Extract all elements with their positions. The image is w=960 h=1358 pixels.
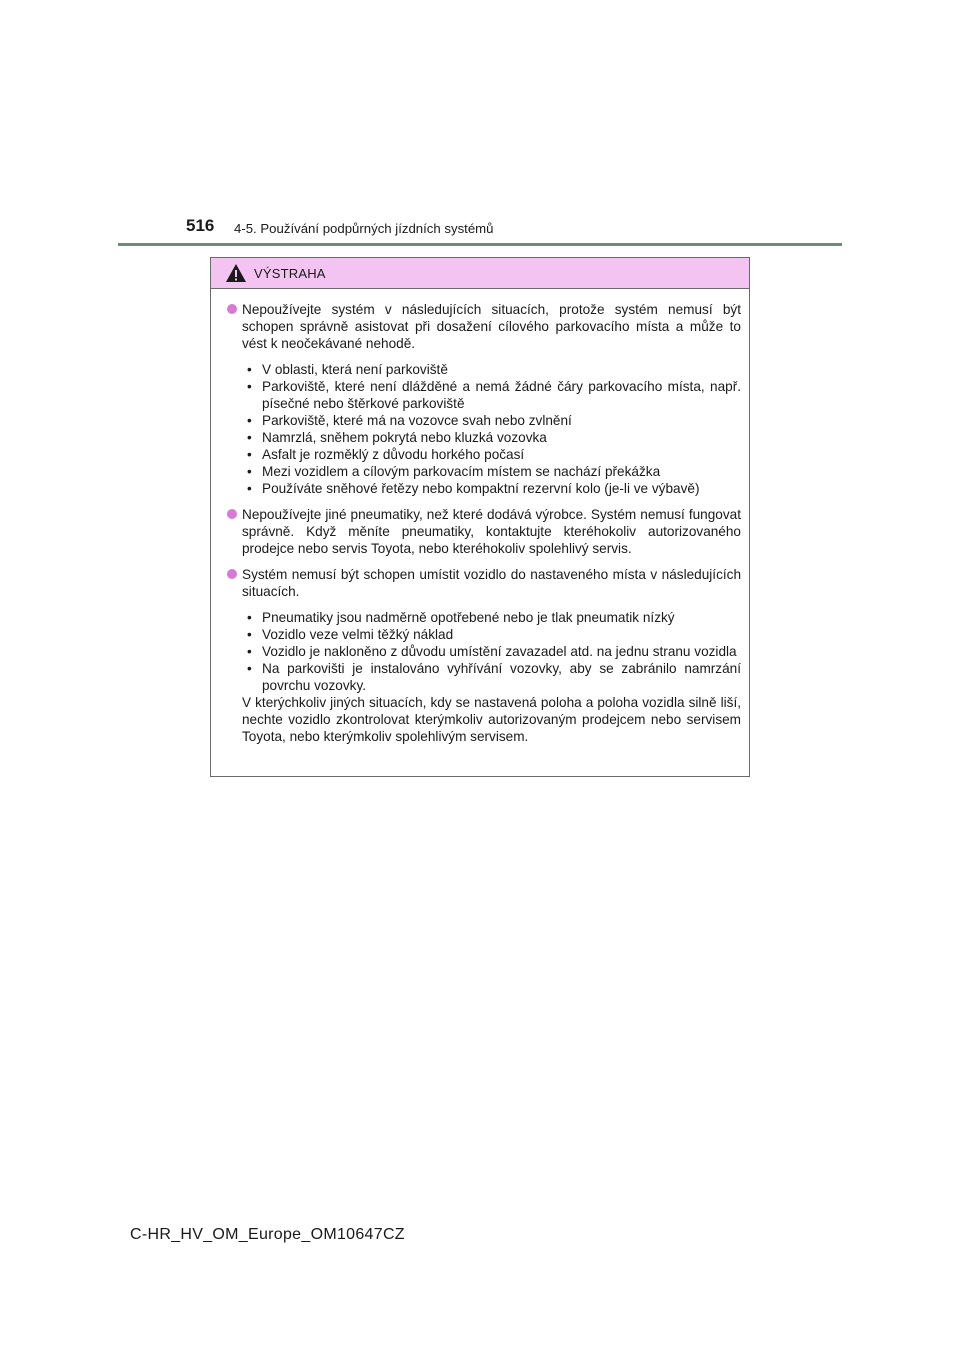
paragraph-text: Nepoužívejte jiné pneumatiky, než které dodává výrobce. Systém nemusí fungovat správně. Když měníte pneumatiky, kontaktujte kteréhokoliv autorizovaného prodejce nebo servis Toyota, nebo kteréhokoliv spolehlivý servis. <box>242 507 741 556</box>
page-number: 516 <box>186 216 215 235</box>
list-item: • Vozidlo je nakloněno z důvodu umístění zavazadel atd. na jednu stranu vozidla <box>247 643 741 660</box>
paragraph-text: Systém nemusí být schopen umístit vozidlo do nastaveného místa v následujících situacích. <box>242 567 741 599</box>
section-title: 4-5. Používání podpůrných jízdních systémů <box>234 221 494 236</box>
bullet-dot-icon <box>227 304 237 314</box>
list-item: • V oblasti, která není parkoviště <box>247 361 741 378</box>
warning-paragraph <box>227 301 741 352</box>
header-rule <box>118 243 842 246</box>
list-item: • Mezi vozidlem a cílovým parkovacím místem se nachází překážka <box>247 463 741 480</box>
bullet-dot-icon <box>227 509 237 519</box>
list-item: • Namrzlá, sněhem pokrytá nebo kluzká vozovka <box>247 429 741 446</box>
list-item: • Pneumatiky jsou nadměrně opotřebené nebo je tlak pneumatik nízký <box>247 609 741 626</box>
list-item: • Parkoviště, které má na vozovce svah nebo zvlnění <box>247 412 741 429</box>
bullet-dot-icon <box>227 569 237 579</box>
paragraph-text: Nepoužívejte systém v následujících situacích, protože systém nemusí být schopen správně asistovat při dosažení cílového parkovacího místa a může to vést k neočekávané nehodě. <box>242 302 741 351</box>
list-item: • Parkoviště, které není dlážděné a nemá žádné čáry parkovacího místa, např. písečné nebo štěrkové parkoviště <box>247 378 741 412</box>
list-item: • Asfalt je rozměklý z důvodu horkého počasí <box>247 446 741 463</box>
situation-list <box>247 609 741 694</box>
warning-header <box>211 258 749 289</box>
list-item: • Vozidlo veze velmi těžký náklad <box>247 626 741 643</box>
warning-paragraph <box>227 506 741 557</box>
warning-box <box>210 257 750 777</box>
warning-triangle-icon <box>225 263 247 283</box>
situation-list <box>247 361 741 497</box>
list-item: • Na parkovišti je instalováno vyhřívání vozovky, aby se zabránilo namrzání povrchu vozovky. <box>247 660 741 694</box>
note-text: V kterýchkoliv jiných situacích, kdy se nastavená poloha a poloha vozidla silně liší, nechte vozidlo zkontrolovat kterýmkoliv autorizovaným prodejcem nebo servisem Toyota, nebo kterýmkoliv spolehlivým servisem. <box>242 695 741 744</box>
warning-paragraph <box>227 566 741 600</box>
warning-title: VÝSTRAHA <box>254 265 326 281</box>
list-item: • Používáte sněhové řetězy nebo kompaktní rezervní kolo (je-li ve výbavě) <box>247 480 741 497</box>
document-code: C-HR_HV_OM_Europe_OM10647CZ <box>130 1226 405 1243</box>
warning-body <box>211 289 749 745</box>
